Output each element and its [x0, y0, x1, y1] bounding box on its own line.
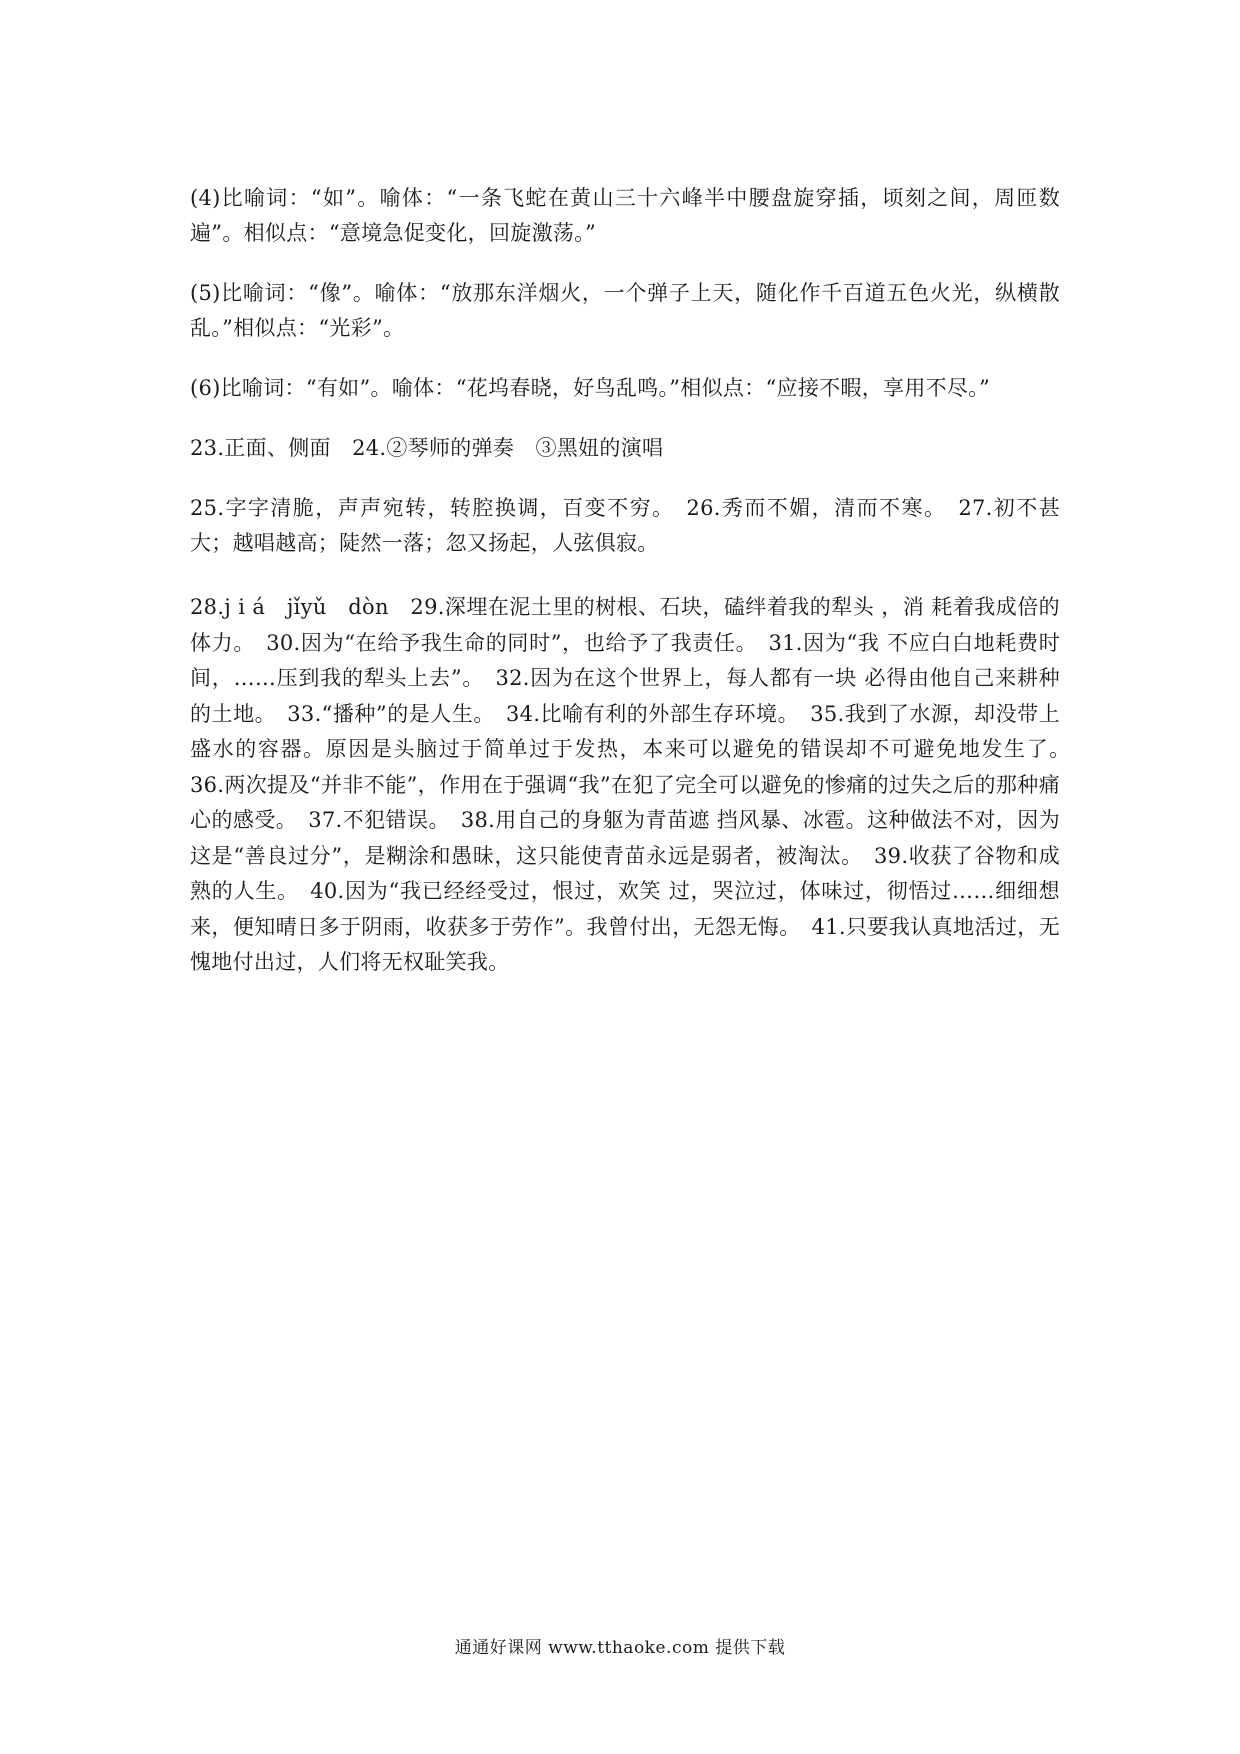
answer-paragraph-25-27: 25.字字清脆，声声宛转，转腔换调，百变不穷。 26.秀而不媚，清而不寒。 27.初不甚 大；越唱越高；陡然一落；忽又扬起，人弦俱寂。 [190, 496, 1060, 555]
answer-paragraph-23-24: 23.正面、侧面 24.②琴师的弹奏 ③黑妞的演唱 [190, 436, 664, 460]
answer-paragraph-4: (4)比喻词：“如”。喻体：“一条飞蛇在黄山三十六峰半中腰盘旋穿插，顷刻之间，周匝数遍”。相似点：“意境急促变化，回旋激荡。” [190, 186, 1060, 245]
answer-content [190, 181, 1082, 981]
answer-paragraph-5: (5)比喻词：“像”。喻体：“放那东洋烟火，一个弹子上天，随化作千百道五色火光，纵横散乱。”相似点：“光彩”。 [190, 281, 1060, 340]
answer-paragraph-6: (6)比喻词：“有如”。喻体：“花坞春晓，好鸟乱鸣。”相似点：“应接不暇，享用不尽。” [190, 376, 991, 400]
answer-paragraph-28-41: 28.j i á jǐyǔ dòn 29.深埋在泥土里的树根、石块，磕绊着我的犁头 ，消 耗着我成倍的体力。 30.因为“在给予我生命的同时”，也给予了我责任。 31.因为“我 不应白白地耗费时间，……压到我的犁头上去”。 32.因为在这个世界上，每人都有一块 必得由他自己来耕种的土地。 33.“播种”的是人生。 34.比喻有利的外部生存环境。 35.我到了水源，却没带上盛水的容器。原因是头脑过于简单过于发热，本来可以避免的错误却不可避免地发生了。 36.两次提及“并非不能”，作用在于强调“我”在犯了完全可以避免的惨痛的过失之后的那种痛心的感受。 37.不犯错误。 38.用自己的身躯为青苗遮 挡风暴、冰雹。这种做法不对，因为这是“善良过分”，是糊涂和愚昧，这只能使青苗永远是弱者，被淘汰。 39.收获了谷物和成熟的人生。 40.因为“我已经经受过，恨过，欢笑 过，哭泣过，体味过，彻悟过……细细想来，便知晴日多于阴雨，收获多于劳作”。我曾付出，无怨无悔。 41.只要我认真地活过，无愧地付出过，人们将无权耻笑我。 [190, 595, 1082, 974]
page-footer: 通通好课网 www.tthaoke.com 提供下载 [454, 1638, 786, 1658]
